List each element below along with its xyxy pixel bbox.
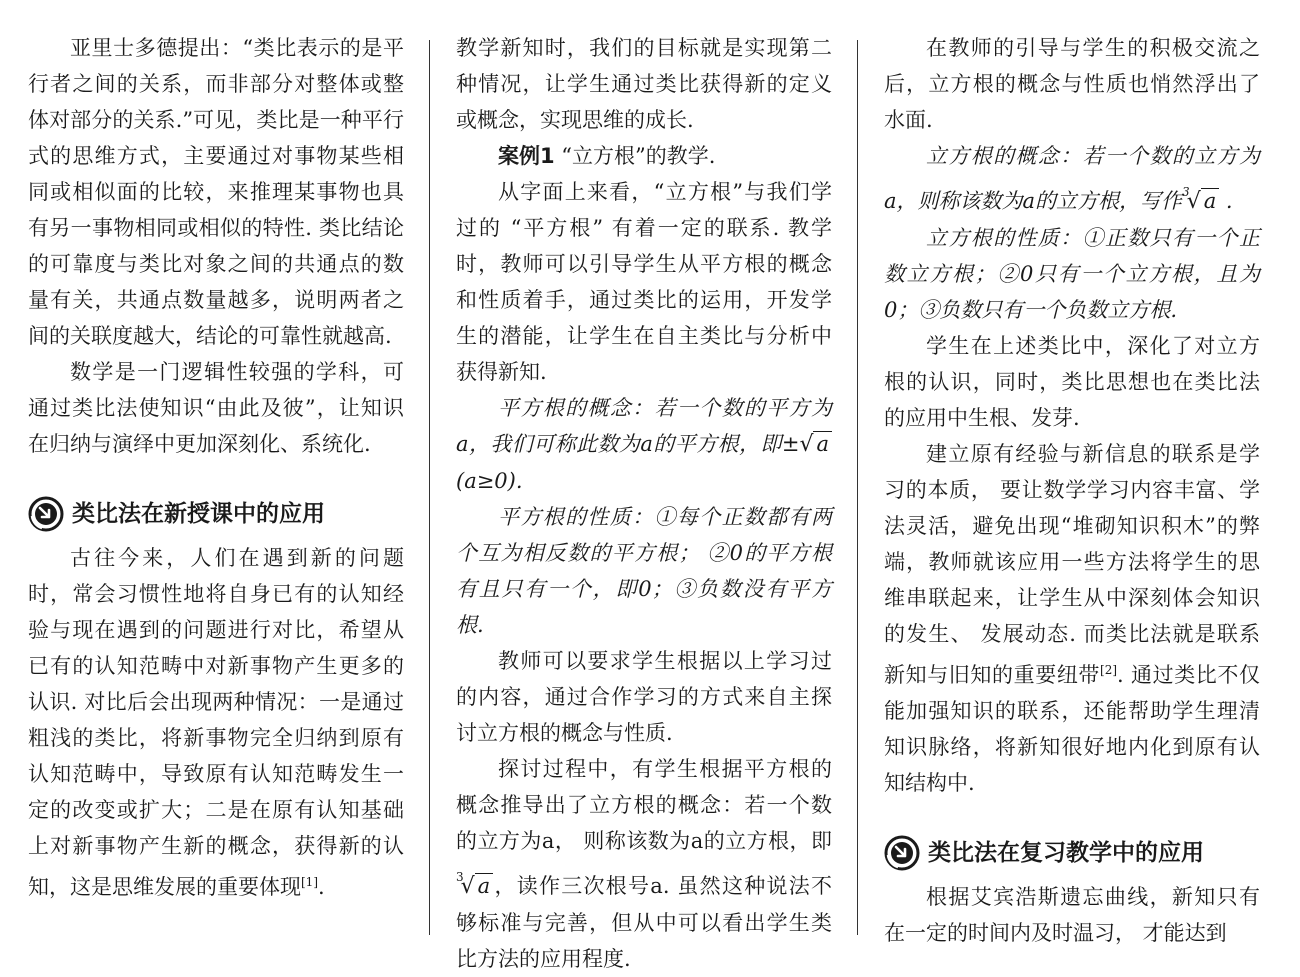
paragraph: 根据艾宾浩斯遗忘曲线，新知只有在一定的时间内及时温习， 才能达到 xyxy=(884,885,1260,945)
paragraph: 亚里士多德提出：“类比表示的是平行者之间的关系，而非部分对整体或整体对部分的关系.”可见，类比是一种平行式的思维方式，主要通过对事物某些相同或相似面的比较，来推理某事物也具有另一事物相同或相似的特性. 类比结论的可靠度与类比对象之间的共通点的数量有关，共通点数量越多，说明两者之间的关联度越大，结论的可靠性就越高. xyxy=(28,36,404,348)
radical: √ a xyxy=(799,432,832,456)
cube-radical: $^3$√ a xyxy=(456,874,493,898)
radical-index: 3 xyxy=(456,870,464,884)
radicand: a xyxy=(475,873,494,898)
square-root-concept xyxy=(456,390,832,499)
paragraph: 教学新知时，我们的目标就是实现第二种情况，让学生通过类比获得新的定义或概念，实现思维的成长. xyxy=(456,36,832,132)
paragraph-text: 古往今来，人们在遇到新的问题时，常会习惯性地将自身已有的认知经验与现在遇到的问题进行对比，希望从已有的认知范畴中对新事物产生更多的认识. 对比后会出现两种情况：一是通过粗浅的类比，将新事物完全归纳到原有认知范畴中，导致原有认知范畴发生一定的改变或扩大；二是在原有认知基础上对新事物产生新的概念，获得新的认知，这是思维发展的重要体现 xyxy=(28,546,404,899)
column-divider xyxy=(429,40,430,935)
paragraph xyxy=(884,436,1260,801)
paragraph-text: 立方根的概念：若一个数的立方为a，则称该数为a的立方根，写作 xyxy=(884,144,1260,213)
radical-index: 3 xyxy=(1182,185,1190,199)
cube-radical: $^3$√ a xyxy=(1182,189,1219,213)
paragraph-text: 探讨过程中，有学生根据平方根的概念推导出了立方根的概念：若一个数的立方为a， 则称该数为a的立方根，即 xyxy=(456,757,832,853)
radicand: a xyxy=(813,431,832,456)
section-heading xyxy=(28,494,404,534)
paragraph: 在教师的引导与学生的积极交流之后，立方根的概念与性质也悄然浮出了水面. xyxy=(884,36,1260,132)
cube-root-concept xyxy=(884,138,1260,220)
cube-root-property: 立方根的性质：①正数只有一个正数立方根；②0只有一个立方根，且为0；③负数只有一个负数立方根. xyxy=(884,226,1260,322)
column-divider xyxy=(857,40,858,935)
citation-ref: [1] xyxy=(301,875,318,889)
paragraph-text: 平方根的概念：若一个数的平方为a，我们可称此数为a的平方根，即± xyxy=(456,396,832,456)
heading-arrow-icon xyxy=(28,496,64,532)
paragraph-text: 建立原有经验与新信息的联系是学习的本质， 要让数学学习内容丰富、学法灵活，避免出现“堆砌知识积木”的弊端，教师就该应用一些方法将学生的思维串联起来，让学生从中深刻体会知识的发生、 发展动态. 而类比法就是联系新知与旧知的重要纽带 xyxy=(884,442,1260,687)
case-label: 案例1 xyxy=(498,144,555,168)
column-1 xyxy=(28,30,404,905)
paragraph-text: . 通过类比不仅能加强知识的联系，还能帮助学生理清知识脉络，将新知很好地内化到原有认知结构中. xyxy=(884,663,1260,795)
paragraph-text: ，读作三次根号a. 虽然这种说法不够标准与完善，但从中可以看出学生类比方法的应用程度. xyxy=(456,874,832,971)
square-root-property: 平方根的性质：①每个正数都有两个互为相反数的平方根； ②0的平方根有且只有一个，即0；③负数没有平方根. xyxy=(456,505,832,637)
paragraph xyxy=(28,540,404,905)
paragraph: 从字面上来看，“立方根”与我们学过的 “平方根” 有着一定的联系. 教学时，教师可以引导学生从平方根的概念和性质着手，通过类比的运用，开发学生的潜能，让学生在自主类比与分析中获得新知. xyxy=(456,180,832,384)
paragraph: 学生在上述类比中，深化了对立方根的认识，同时，类比思想也在类比法的应用中生根、发芽. xyxy=(884,334,1260,430)
case-line xyxy=(456,138,832,174)
radicand: a xyxy=(1201,188,1220,213)
paragraph-text: . xyxy=(1219,189,1233,213)
paragraph xyxy=(456,751,832,977)
citation-ref: [2] xyxy=(1100,663,1118,677)
heading-arrow-icon xyxy=(884,835,920,871)
paragraph-text: . xyxy=(318,875,325,899)
case-text: “立方根”的教学. xyxy=(554,144,716,168)
column-3 xyxy=(884,30,1260,951)
paragraph-text: (a≥0). xyxy=(456,469,523,493)
paragraph: 数学是一门逻辑性较强的学科，可通过类比法使知识“由此及彼”，让知识在归纳与演绎中更加深刻化、系统化. xyxy=(28,360,404,456)
section-heading-text: 类比法在复习教学中的应用 xyxy=(928,840,1204,866)
column-2 xyxy=(456,30,832,977)
section-heading-text: 类比法在新授课中的应用 xyxy=(72,501,325,527)
paragraph: 教师可以要求学生根据以上学习过的内容，通过合作学习的方式来自主探讨立方根的概念与性质. xyxy=(456,649,832,745)
section-heading xyxy=(884,833,1260,873)
